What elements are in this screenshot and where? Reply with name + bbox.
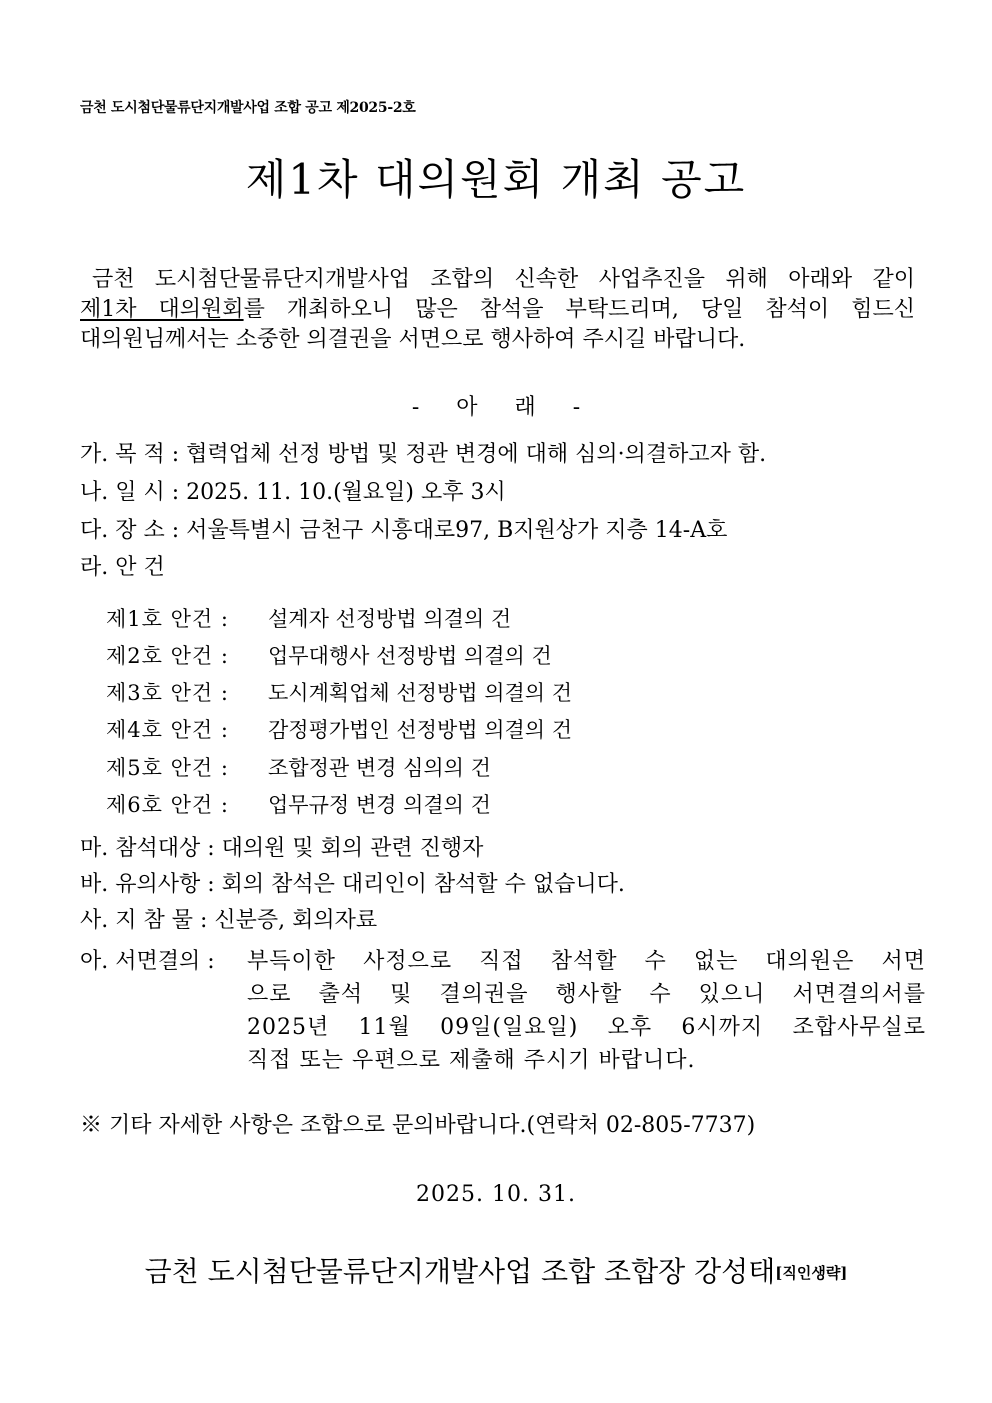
agenda-item bbox=[106, 754, 491, 782]
section-heading: - 아 래 - bbox=[411, 395, 581, 420]
agenda-item-text: 업무규정 변경 의결의 건 bbox=[268, 793, 491, 817]
agenda-item bbox=[106, 605, 511, 633]
contact-note: ※ 기타 자세한 사항은 조합으로 문의바랍니다.(연락처 02-805-7737) bbox=[80, 1113, 756, 1138]
agenda-item-text: 업무대행사 선정방법 의결의 건 bbox=[268, 644, 552, 668]
item-purpose: 가. 목 적 : 협력업체 선정 방법 및 정관 변경에 대해 심의·의결하고자 함. bbox=[80, 442, 767, 467]
item-attendees: 마. 참석대상 : 대의원 및 회의 관련 진행자 bbox=[80, 836, 484, 861]
agenda-item-label: 제5호 안건 : bbox=[106, 756, 229, 780]
intro-line-2 bbox=[80, 295, 915, 325]
written-resolution-line: 으로 출석 및 결의권을 행사할 수 있으니 서면결의서를 bbox=[247, 982, 926, 1007]
written-resolution-body bbox=[247, 945, 926, 1077]
agenda-item-text: 감정평가법인 선정방법 의결의 건 bbox=[268, 718, 573, 742]
seal-omitted-note: [직인생략] bbox=[775, 1264, 848, 1282]
intro-paragraph bbox=[80, 265, 915, 355]
intro-line-1: 금천 도시첨단물류단지개발사업 조합의 신속한 사업추진을 위해 아래와 같이 bbox=[92, 267, 915, 292]
agenda-item-label: 제4호 안건 : bbox=[106, 718, 229, 742]
written-resolution-label: 아. 서면결의 : bbox=[80, 949, 215, 974]
agenda-item bbox=[106, 791, 491, 819]
item-caution: 바. 유의사항 : 회의 참석은 대리인이 참석할 수 없습니다. bbox=[80, 872, 625, 897]
agenda-item-text: 설계자 선정방법 의결의 건 bbox=[268, 607, 512, 631]
intro-line-3: 대의원님께서는 소중한 의결권을 서면으로 행사하여 주시길 바랍니다. bbox=[80, 327, 746, 352]
agenda-item-label: 제1호 안건 : bbox=[106, 607, 229, 631]
item-materials: 사. 지 참 물 : 신분증, 회의자료 bbox=[80, 908, 378, 933]
item-datetime: 나. 일 시 : 2025. 11. 10.(월요일) 오후 3시 bbox=[80, 480, 506, 505]
signature bbox=[0, 1250, 992, 1290]
agenda-item-label: 제3호 안건 : bbox=[106, 681, 229, 705]
written-resolution-line: 2025년 11월 09일(일요일) 오후 6시까지 조합사무실로 bbox=[247, 1015, 926, 1040]
written-resolution-line: 직접 또는 우편으로 제출해 주시기 바랍니다. bbox=[247, 1048, 696, 1073]
agenda-item-label: 제6호 안건 : bbox=[106, 793, 229, 817]
item-agenda-heading: 라. 안 건 bbox=[80, 555, 165, 580]
page-title: 제1차 대의원회 개최 공고 bbox=[245, 155, 747, 204]
signature-text: 금천 도시첨단물류단지개발사업 조합 조합장 강성태 bbox=[144, 1255, 776, 1288]
notice-number: 금천 도시첨단물류단지개발사업 조합 공고 제2025-2호 bbox=[80, 100, 416, 116]
agenda-item bbox=[106, 679, 572, 707]
agenda-item bbox=[106, 642, 552, 670]
agenda-item-text: 조합정관 변경 심의의 건 bbox=[268, 756, 491, 780]
agenda-item bbox=[106, 716, 572, 744]
agenda-item-label: 제2호 안건 : bbox=[106, 644, 229, 668]
item-written-resolution bbox=[80, 945, 926, 1077]
issue-date: 2025. 10. 31. bbox=[416, 1182, 576, 1207]
written-resolution-line: 부득이한 사정으로 직접 참석할 수 없는 대의원은 서면 bbox=[247, 949, 926, 974]
intro-line-2-rest: 를 개최하오니 많은 참석을 부탁드리며, 당일 참석이 힘드신 bbox=[243, 297, 915, 322]
agenda-item-text: 도시계획업체 선정방법 의결의 건 bbox=[268, 681, 573, 705]
item-place: 다. 장 소 : 서울특별시 금천구 시흥대로97, B지원상가 지층 14-A호 bbox=[80, 518, 728, 543]
intro-underlined-meeting: 제1차 대의원회 bbox=[80, 297, 244, 322]
